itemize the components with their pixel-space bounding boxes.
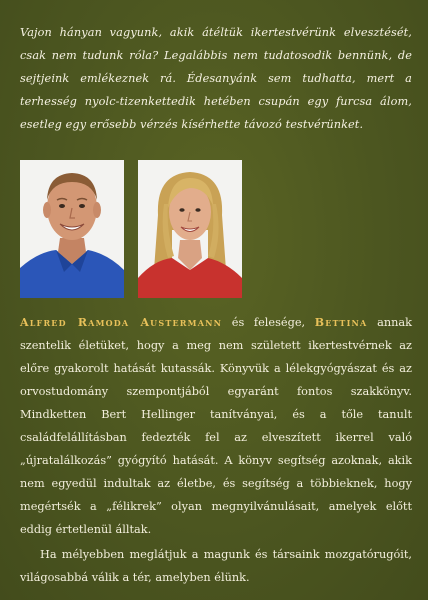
portrait-woman-image: [138, 160, 242, 298]
bio-paragraph-1-body: annak szentelik életüket, hogy a meg nem született ikertestvérnek az előre gyakorolt hatását kutassák. Könyvük a lélekgyógyászat és az orvostudomány szempontjából egyaránt fontos szakkönyv. Mindketten Bert Hellinger tanítványai, és a tőle tanult családfelállításban fedezték fel az elveszített ikerrel való „újratalálkozás” gyógyító hatását. A könyv segítség azoknak, akik nem egyedül indultak az életbe, és segítség a többieknek, hogy megértsék a „félikrek” olyan megnyilvánulásait, amelyek előtt eddig értetlenül álltak.: [20, 316, 412, 536]
portrait-man-image: [20, 160, 124, 298]
bio-paragraph-2: Ha mélyebben meglátjuk a magunk és társaink mozgatórugóit, világosabbá válik a tér, amelyben élünk.: [20, 548, 412, 584]
author-name: Alfred Ramoda Austermann: [20, 316, 223, 329]
bio-connector-text: és felesége,: [222, 316, 315, 329]
author-photo-bettina: [138, 160, 242, 298]
partner-name: Bettina: [314, 316, 368, 329]
author-photo-alfred: [20, 160, 124, 298]
bio-paragraph-1: [20, 311, 412, 541]
intro-paragraph: Vajon hányan vagyunk, akik átéltük ikertestvérünk elvesztését, csak nem tudunk róla? Legalábbis nem tudatosodik bennünk, de sejtjeink emlékeznek rá. Édesanyánk sem tudhatta, mert a terhesség nyolc-tizenkettedik hetében csupán egy furcsa álom, esetleg egy erősebb vérzés kísérhette távozó testvérünket.: [20, 26, 412, 132]
author-bio: [20, 311, 412, 589]
